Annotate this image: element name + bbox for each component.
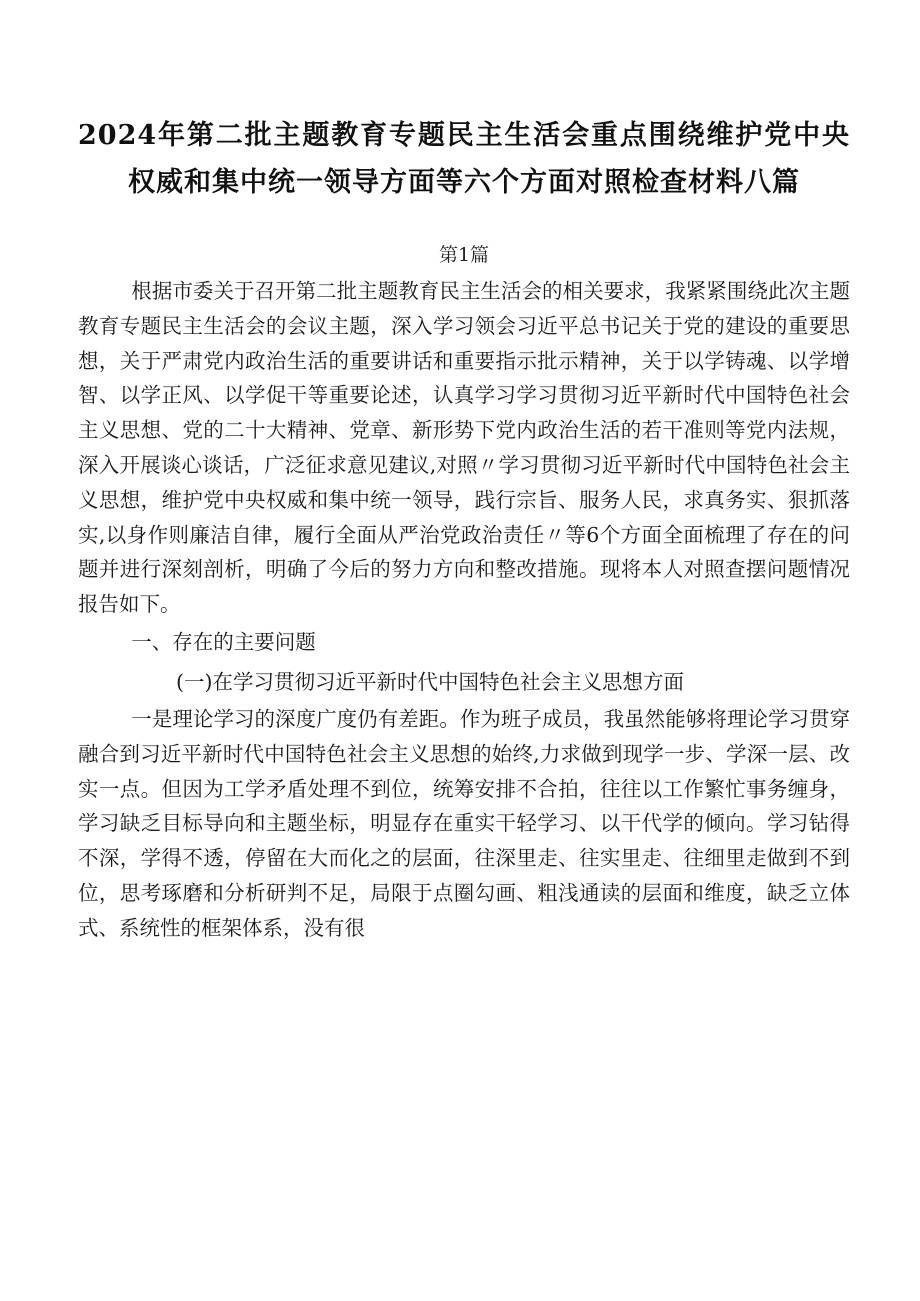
body-paragraph: 一是理论学习的深度广度仍有差距。作为班子成员，我虽然能够将理论学习贯穿融合到习近平新时代中国特色社会主义思想的始终,力求做到现学一步、学深一层、改实一点。但因为工学矛盾处理不到位，统筹安排不合拍，往往以工作繁忙事务缠身，学习缺乏目标导向和主题坐标，明显存在重实干轻学习、以干代学的倾向。学习钻得不深，学得不透，停留在大而化之的层面，往深里走、往实里走、往细里走做到不到位，思考琢磨和分析研判不足，局限于点圈勾画、粗浅通读的层面和维度，缺乏立体式、系统性的框架体系，没有很 — [78, 706, 850, 940]
section-heading: 一、存在的主要问题 — [131, 629, 316, 654]
document-title: 2024年第二批主题教育专题民主生活会重点围绕维护党中央权威和集中统一领导方面等六个方面对照检查材料八篇 — [78, 120, 850, 198]
subsection-heading: (一)在学习贯彻习近平新时代中国特色社会主义思想方面 — [176, 669, 684, 694]
chapter-label: 第1篇 — [438, 244, 490, 266]
document-body — [78, 274, 850, 946]
intro-paragraph: 根据市委关于召开第二批主题教育民主生活会的相关要求，我紧紧围绕此次主题教育专题民主生活会的会议主题，深入学习领会习近平总书记关于党的建设的重要思想，关于严肃党内政治生活的重要讲话和重要指示批示精神，关于以学铸魂、以学增智、以学正风、以学促干等重要论述，认真学习学习贯彻习近平新时代中国特色社会主义思想、党的二十大精神、党章、新形势下党内政治生活的若干准则等党内法规，深入开展谈心谈话，广泛征求意见建议,对照〃学习贯彻习近平新时代中国特色社会主义思想，维护党中央权威和集中统一领导，践行宗旨、服务人民，求真务实、狠抓落实,以身作则廉洁自律，履行全面从严治党政治责任〃等6个方面全面梳理了存在的问题并进行深刻剖析，明确了今后的努力方向和整改措施。现将本人对照查摆问题情况报告如下。 — [78, 279, 850, 617]
